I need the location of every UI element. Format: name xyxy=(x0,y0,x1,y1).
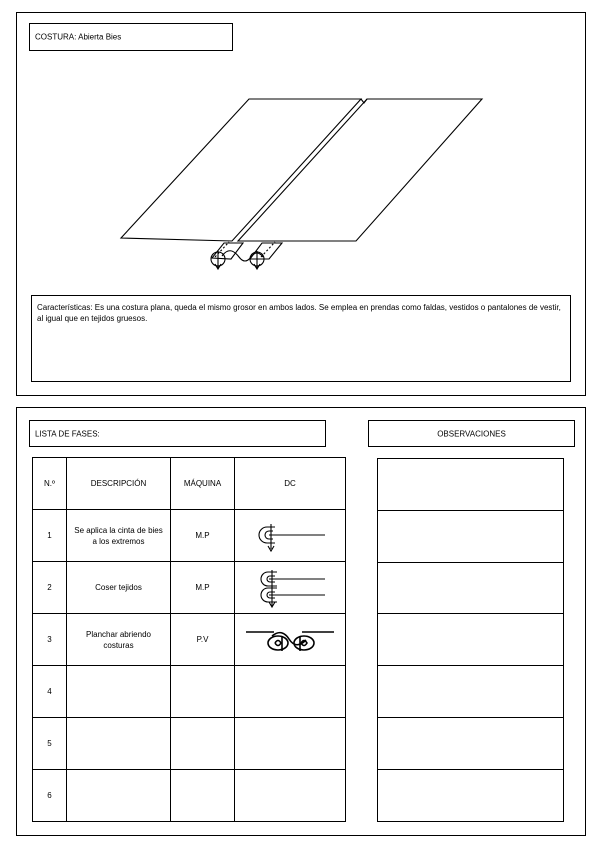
phases-table xyxy=(32,457,346,822)
row-description xyxy=(67,770,171,822)
observations-title: OBSERVACIONES xyxy=(437,429,506,438)
row-dc xyxy=(235,510,346,562)
row-machine xyxy=(171,666,235,718)
row-num: 4 xyxy=(33,666,67,718)
header-machine: MÁQUINA xyxy=(171,458,235,510)
left-fabric-panel xyxy=(121,99,361,241)
table-header-row xyxy=(33,458,346,510)
observation-cell xyxy=(377,665,564,718)
row-num: 6 xyxy=(33,770,67,822)
observation-cell xyxy=(377,613,564,666)
row-description: Se aplica la cinta de bies a los extremos xyxy=(67,510,171,562)
bias-tape-single-fold-icon xyxy=(245,516,335,556)
seam-characteristics-text: Características: Es una costura plana, queda el mismo grosor en ambos lados. Se emplea en prendas como faldas, vestidos o pantalones de vestir, al igual que en tejidos gruesos. xyxy=(37,303,561,323)
right-bias-tube xyxy=(250,243,282,259)
table-row xyxy=(33,770,346,822)
row-machine: P.V xyxy=(171,614,235,666)
observation-cell xyxy=(377,510,564,563)
header-num: N.º xyxy=(33,458,67,510)
observations-title-box xyxy=(368,420,575,447)
row-num: 5 xyxy=(33,718,67,770)
row-dc xyxy=(235,614,346,666)
phases-title-box xyxy=(29,420,326,447)
row-num: 3 xyxy=(33,614,67,666)
row-description: Planchar abriendo costuras xyxy=(67,614,171,666)
table-row xyxy=(33,718,346,770)
header-dc: DC xyxy=(235,458,346,510)
seam-title: COSTURA: Abierta Bies xyxy=(35,32,122,42)
row-machine xyxy=(171,718,235,770)
table-row xyxy=(33,614,346,666)
row-description xyxy=(67,666,171,718)
row-machine: M.P xyxy=(171,562,235,614)
right-fabric-panel xyxy=(238,99,482,241)
phases-title: LISTA DE FASES: xyxy=(35,429,100,438)
seam-characteristics-box xyxy=(31,295,571,382)
observation-cell xyxy=(377,717,564,770)
row-dc xyxy=(235,666,346,718)
pressed-open-seam-icon xyxy=(242,620,338,660)
open-bias-seam-illustration xyxy=(17,13,587,293)
row-machine: M.P xyxy=(171,510,235,562)
row-description: Coser tejidos xyxy=(67,562,171,614)
seam-card xyxy=(16,12,586,396)
row-num: 1 xyxy=(33,510,67,562)
row-dc xyxy=(235,718,346,770)
header-description: DESCRIPCIÓN xyxy=(67,458,171,510)
row-dc xyxy=(235,770,346,822)
observation-cell xyxy=(377,562,564,615)
table-row xyxy=(33,562,346,614)
observations-column xyxy=(377,458,564,821)
row-machine xyxy=(171,770,235,822)
observation-cell xyxy=(377,458,564,511)
table-row xyxy=(33,510,346,562)
row-num: 2 xyxy=(33,562,67,614)
double-fold-stitch-icon xyxy=(245,566,335,610)
observation-cell xyxy=(377,769,564,822)
row-description xyxy=(67,718,171,770)
table-row xyxy=(33,666,346,718)
row-dc xyxy=(235,562,346,614)
